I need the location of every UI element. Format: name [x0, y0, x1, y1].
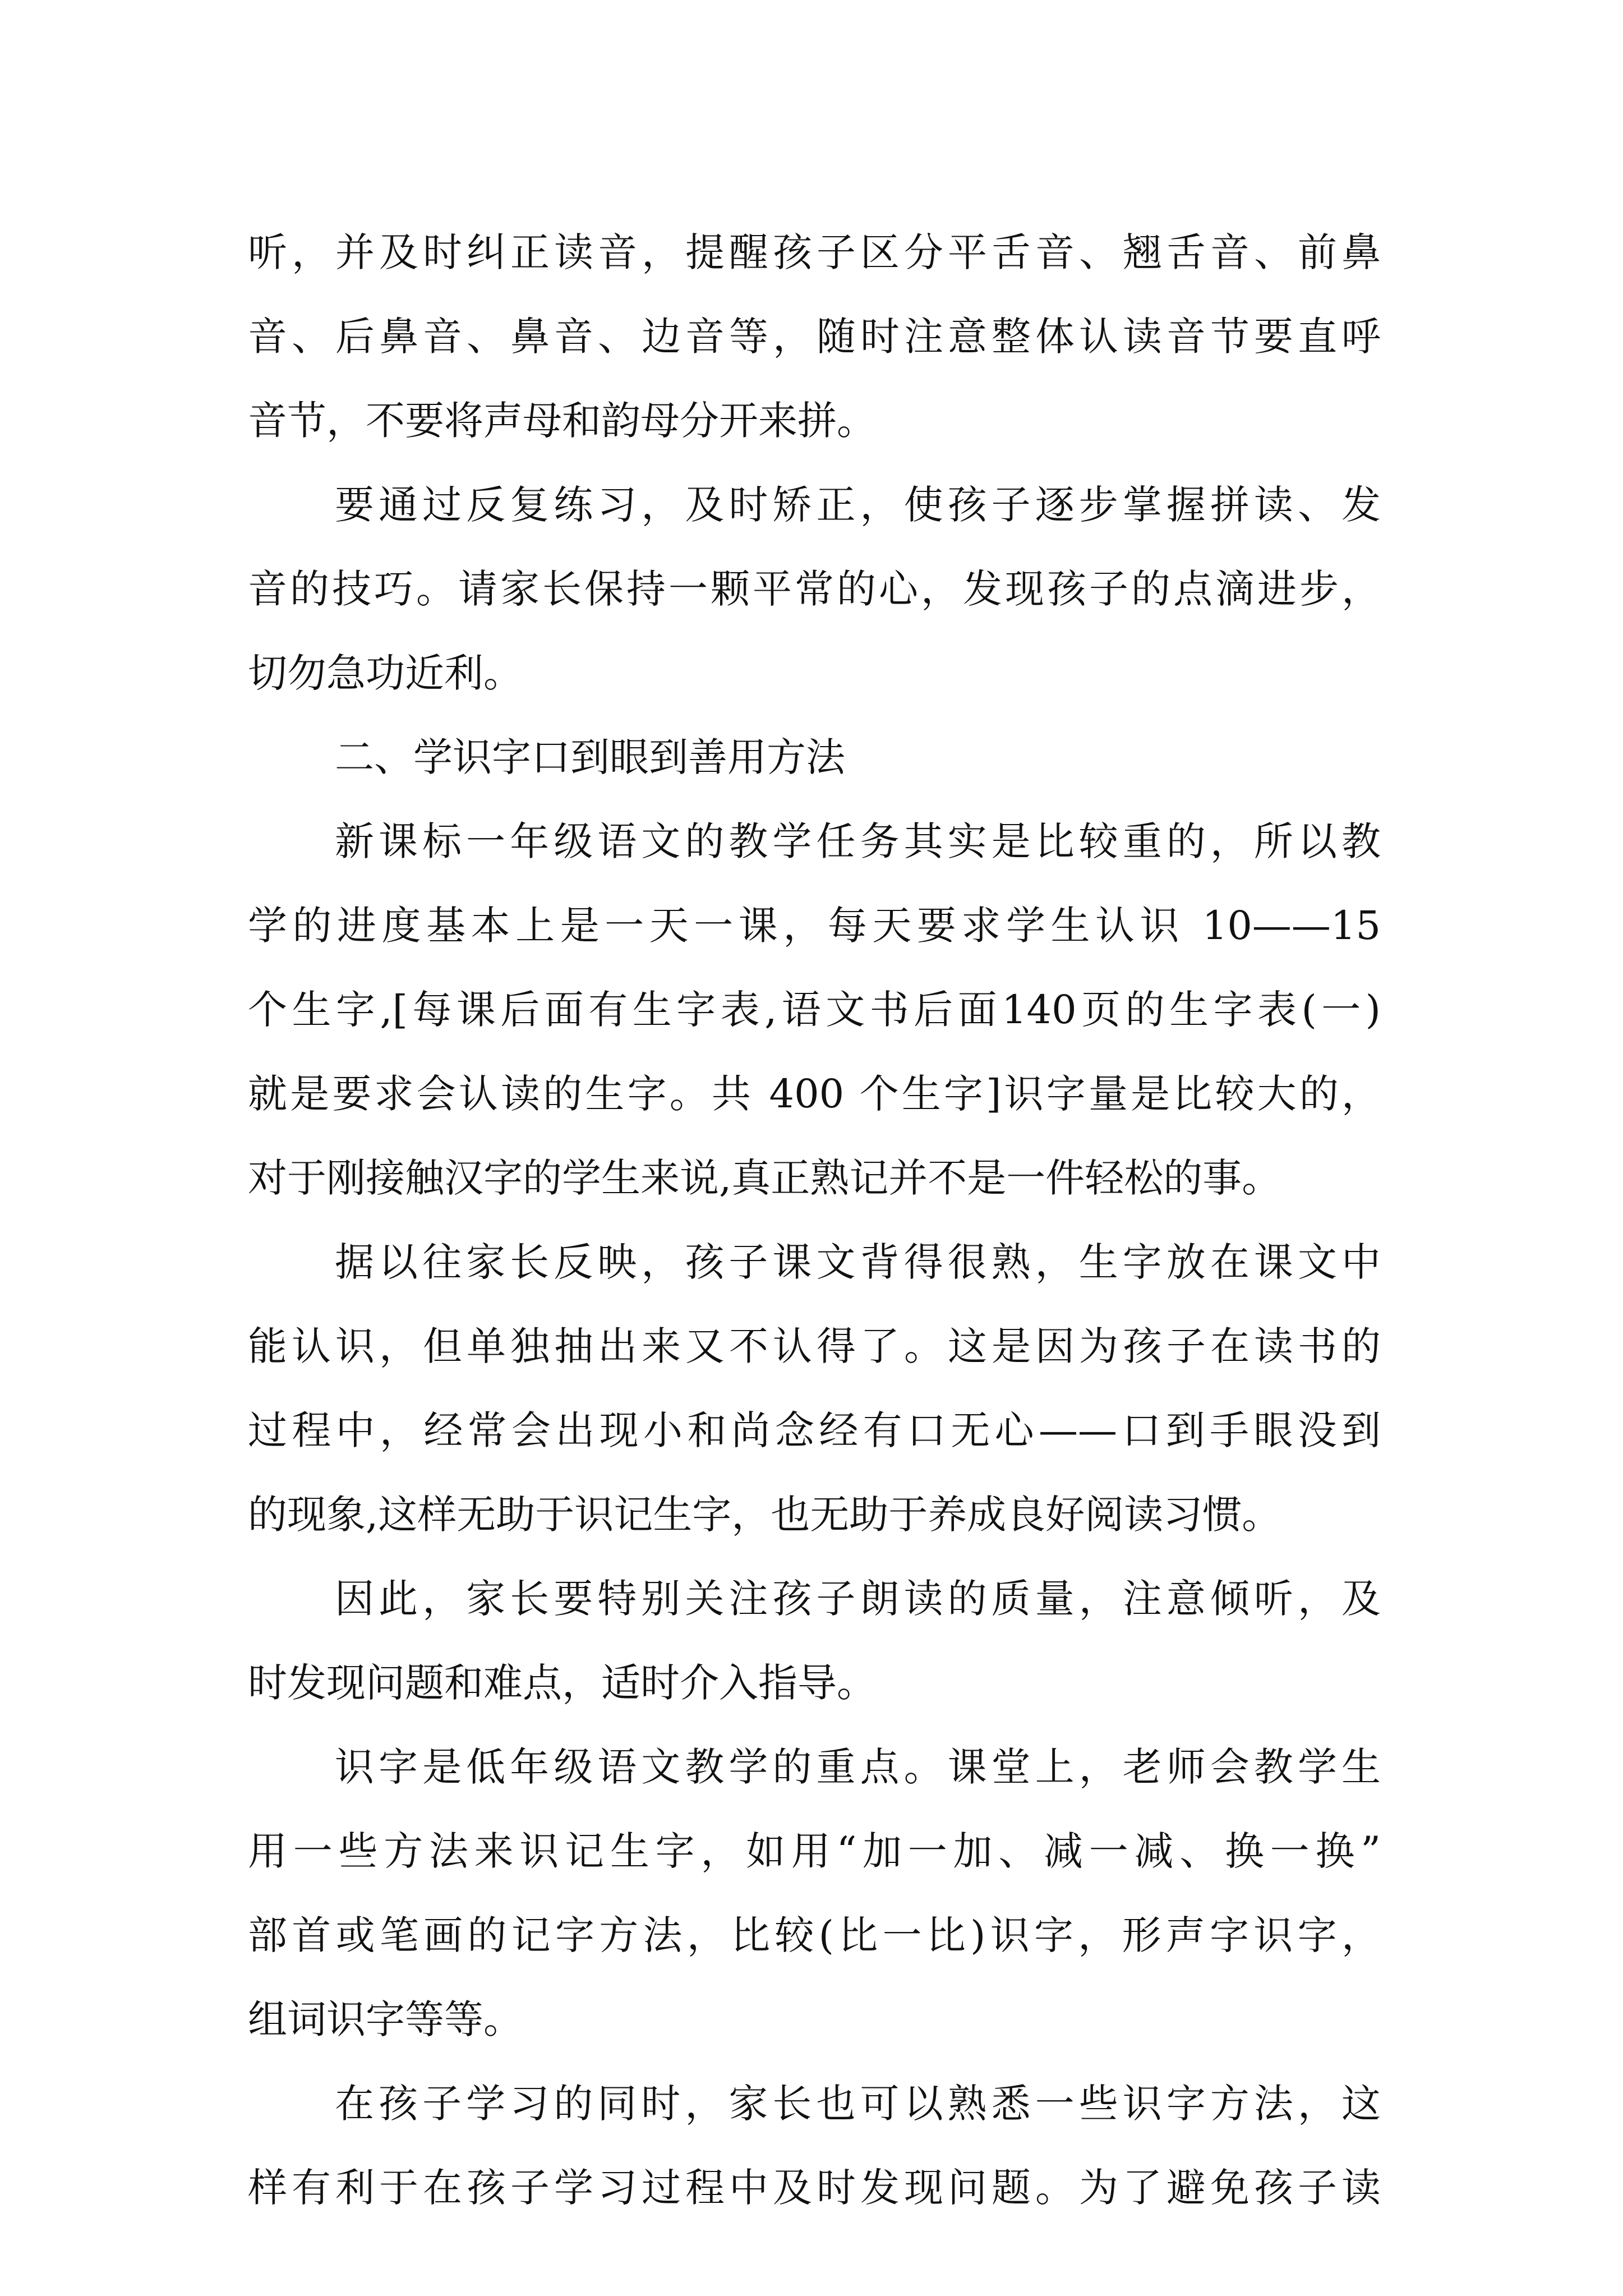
text-line: 能认识，但单独抽出来又不认得了。这是因为孩子在读书的 — [248, 1323, 1381, 1369]
paragraph-2 — [248, 463, 1381, 715]
text-line: 因此，家长要特别关注孩子朗读的质量，注意倾听，及 — [335, 1576, 1381, 1622]
text-line: 学的进度基本上是一天一课，每天要求学生认识 10——15 — [248, 903, 1381, 949]
text-line: 样有利于在孩子学习过程中及时发现问题。为了避免孩子读 — [248, 2165, 1381, 2211]
text-line: 组词识字等等。 — [248, 1996, 523, 2042]
paragraph-1 — [248, 210, 1381, 463]
paragraph-6 — [248, 1557, 1381, 1725]
text-line: 部首或笔画的记字方法，比较(比一比)识字，形声字识字， — [248, 1912, 1381, 1958]
text-line: 对于刚接触汉字的学生来说,真正熟记并不是一件轻松的事。 — [248, 1155, 1281, 1201]
section-heading-text: 二、学识字口到眼到善用方法 — [335, 734, 845, 780]
text-line: 过程中，经常会出现小和尚念经有口无心——口到手眼没到 — [248, 1407, 1381, 1453]
text-line: 在孩子学习的同时，家长也可以熟悉一些识字方法，这 — [335, 2081, 1381, 2127]
text-line: 音节，不要将声母和韵母分开来拼。 — [248, 398, 876, 444]
paragraph-4 — [248, 799, 1381, 1220]
paragraph-7 — [248, 1725, 1381, 2062]
text-line: 识字是低年级语文教学的重点。课堂上，老师会教学生 — [335, 1744, 1381, 1790]
text-line: 用一些方法来识记生字，如用“加一加、减一减、换一换” — [248, 1828, 1381, 1874]
text-line: 个生字,[每课后面有生字表,语文书后面140页的生字表(一) — [248, 987, 1381, 1033]
section-heading — [248, 715, 1381, 799]
text-line: 音、后鼻音、鼻音、边音等，随时注意整体认读音节要直呼 — [248, 314, 1381, 360]
text-line: 时发现问题和难点，适时介入指导。 — [248, 1660, 876, 1706]
text-line: 听，并及时纠正读音，提醒孩子区分平舌音、翘舌音、前鼻 — [248, 229, 1381, 275]
paragraph-5 — [248, 1220, 1381, 1557]
text-line: 切勿急功近利。 — [248, 650, 523, 696]
text-line: 据以往家长反映，孩子课文背得很熟，生字放在课文中 — [335, 1239, 1381, 1285]
text-line: 的现象,这样无助于识记生字，也无助于养成良好阅读习惯。 — [248, 1492, 1281, 1538]
text-line: 音的技巧。请家长保持一颗平常的心，发现孩子的点滴进步， — [248, 566, 1381, 612]
document-body — [248, 210, 1381, 2230]
text-line: 新课标一年级语文的教学任务其实是比较重的，所以教 — [335, 818, 1381, 864]
text-line: 就是要求会认读的生字。共 400 个生字]识字量是比较大的， — [248, 1071, 1381, 1117]
text-line: 要通过反复练习，及时矫正，使孩子逐步掌握拼读、发 — [335, 482, 1381, 528]
paragraph-8 — [248, 2062, 1381, 2230]
